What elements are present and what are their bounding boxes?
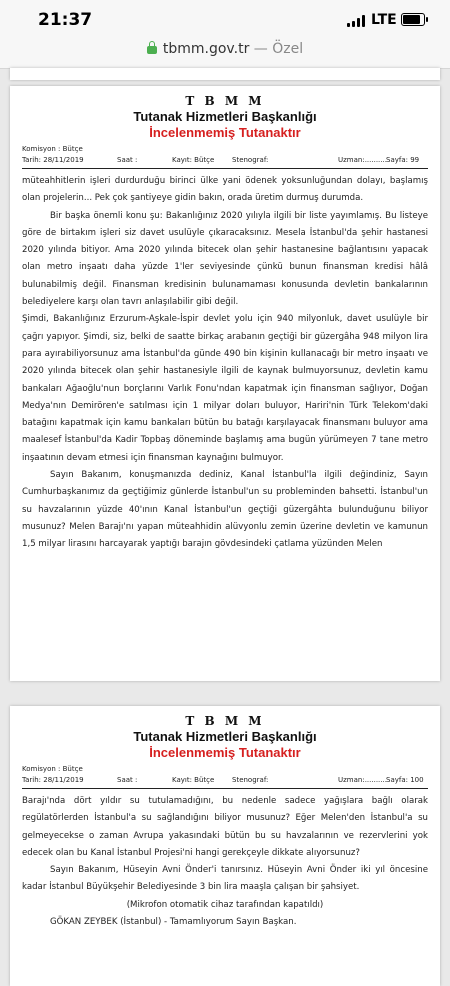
signal-icon bbox=[347, 15, 367, 27]
lock-icon bbox=[147, 46, 157, 54]
page-title: T B M M bbox=[185, 94, 265, 108]
document-page bbox=[10, 86, 440, 681]
paragraph: müteahhitlerin işleri durdurduğu birinci ülke yani ödenek yoksunluğundan dolayı, başlamış olan projelerin... Pek çok şantiyeye gidin bakın, orada üretim durmuş durumda. bbox=[22, 176, 428, 204]
meta-uzman: Uzman:.......... bbox=[338, 156, 387, 164]
meta-stenograf: Stenograf: bbox=[232, 776, 269, 784]
paragraph: GÖKAN ZEYBEK (İstanbul) - Tamamlıyorum Sayın Başkan. bbox=[50, 917, 297, 928]
page-header bbox=[10, 706, 440, 760]
paragraph: Şimdi, Bakanlığınız Erzurum-Aşkale-İspir devlet yolu için 940 milyonluk, davet usulüyle bir çağrı yapıyor. Şimdi, siz, belki de saatte birkaç arabanın geçtiği bir güzergâha 948 milyon lira para ayırabiliyorsunuz ama İstanbul'da günde 490 bin kişinin kullanacağı bir metro inşaatı ve 2020 yılında bitecek olan şehir hastanesiyle ilgili de kaynak bulmuyorsunuz, devletin kamu bankaları Ağaoğlu'nun borçlarını Varlık Fonu'ndan kapatmak için finansman sağlıyor, Doğan Medya'nın Demirören'e satılması için 1 milyar doları buluyor, Hariri'nin Türk Telekom'daki batağını kapatmak için kamu bankaları bütün bu batağı karşılayacak finansmanı buluyor ama maalesef İstanbul'da Kadir Topbaş döneminde başlamış ama bugün yürümeyen 7 tane metro inşaatının devam etmesi için finansman kaynağını bulmuyor. bbox=[22, 314, 428, 463]
network-type: LTE bbox=[371, 12, 397, 28]
page-header bbox=[10, 86, 440, 140]
page-meta bbox=[10, 764, 440, 786]
page-body bbox=[10, 169, 440, 554]
department-name: Tutanak Hizmetleri Başkanlığı bbox=[133, 109, 317, 124]
paragraph: Sayın Bakanım, Hüseyin Avni Önder'i tanırsınız. Hüseyin Avni Önder iki yıl öncesine kadar İstanbul Büyükşehir Belediyesinde 3 bin lira maaşla çalışan bir şahsiyet. bbox=[22, 865, 428, 893]
meta-saat: Saat : bbox=[117, 776, 138, 784]
meta-komisyon: Komisyon : Bütçe bbox=[22, 765, 83, 773]
paragraph: (Mikrofon otomatik cihaz tarafından kapatıldı) bbox=[126, 899, 324, 910]
paragraph: Barajı'nda dört yıldır su tutulamadığını, bu nedenle sadece yağışlara bağlı olarak regülatörlerden İstanbul'a su sağlandığını biliyor musunuz? Eğer Melen'den İstanbul'a su gelmeyecekse o zaman Avrupa yakasındaki bütün bu su havzalarının ve rezervlerini yok edecek olan bu Kanal İstanbul Projesi'ni hangi gerekçeyle dikkate alıyorsunuz? bbox=[22, 796, 428, 858]
meta-kayit: Kayıt: Bütçe bbox=[172, 776, 215, 784]
private-mode-label: Özel bbox=[272, 41, 304, 57]
meta-stenograf: Stenograf: bbox=[232, 156, 269, 164]
previous-page-edge bbox=[10, 68, 440, 80]
review-status: İncelenmemiş Tutanaktır bbox=[149, 125, 301, 140]
meta-tarih: Tarih: 28/11/2019 bbox=[22, 156, 84, 164]
department-name: Tutanak Hizmetleri Başkanlığı bbox=[133, 729, 317, 744]
meta-komisyon: Komisyon : Bütçe bbox=[22, 145, 83, 153]
meta-kayit: Kayıt: Bütçe bbox=[172, 156, 215, 164]
review-status: İncelenmemiş Tutanaktır bbox=[149, 745, 301, 760]
status-bar bbox=[0, 0, 450, 36]
document-page bbox=[10, 706, 440, 986]
page-body bbox=[10, 789, 440, 931]
address-domain: tbmm.gov.tr bbox=[162, 41, 250, 57]
meta-uzman: Uzman:.......... bbox=[338, 776, 387, 784]
battery-icon bbox=[401, 13, 425, 26]
meta-saat: Saat : bbox=[117, 156, 138, 164]
status-time: 21:37 bbox=[38, 10, 93, 30]
page-title: T B M M bbox=[185, 714, 265, 728]
paragraph: Sayın Bakanım, konuşmanızda dediniz, Kanal İstanbul'la ilgili değindiniz, Sayın Cumhurbaşkanımız da geçtiğimiz günlerde İstanbul'un su probleminden bahsetti. İstanbul'un su havzalarının yüzde 40'ının Kanal İstanbul'un geçtiği güzergâhta bulunduğunu biliyor musunuz? Melen Barajı'nı yapan müteahhidin alüvyonlu zemin üzerine devletin ve kamunun 1,5 milyar lirasını harcayarak yaptığı barajın gövdesindeki çatlama yüzünden Melen bbox=[22, 470, 428, 550]
meta-tarih: Tarih: 28/11/2019 bbox=[22, 776, 84, 784]
address-separator: — bbox=[249, 41, 273, 57]
page-meta bbox=[10, 144, 440, 166]
meta-sayfa: Sayfa: 100 bbox=[386, 776, 424, 784]
paragraph: Bir başka önemli konu şu: Bakanlığınız 2020 yılıyla ilgili bir liste yayımlamış. Bu listeye göre de birtakım işleri siz davet usulüyle çıkaracaksınız. Mesela İstanbul'da şehir hastanesi 2020 yılında bitiyor. Ama 2020 yılında bitecek olan şehir hastanesine bağlantısını yapacak olan metro inşaatı daha yüzde 1'ler seviyesinde çünkü bunun finansman kredisi hâlâ bulunabilmiş değil. Finansman kredisinin bulunamaması konusunda devletin bankalarının belediyelere karşı olan tavrı anlaşılabilir gibi değil. bbox=[22, 210, 428, 308]
address-bar[interactable] bbox=[0, 36, 450, 69]
meta-sayfa: Sayfa: 99 bbox=[386, 156, 420, 164]
